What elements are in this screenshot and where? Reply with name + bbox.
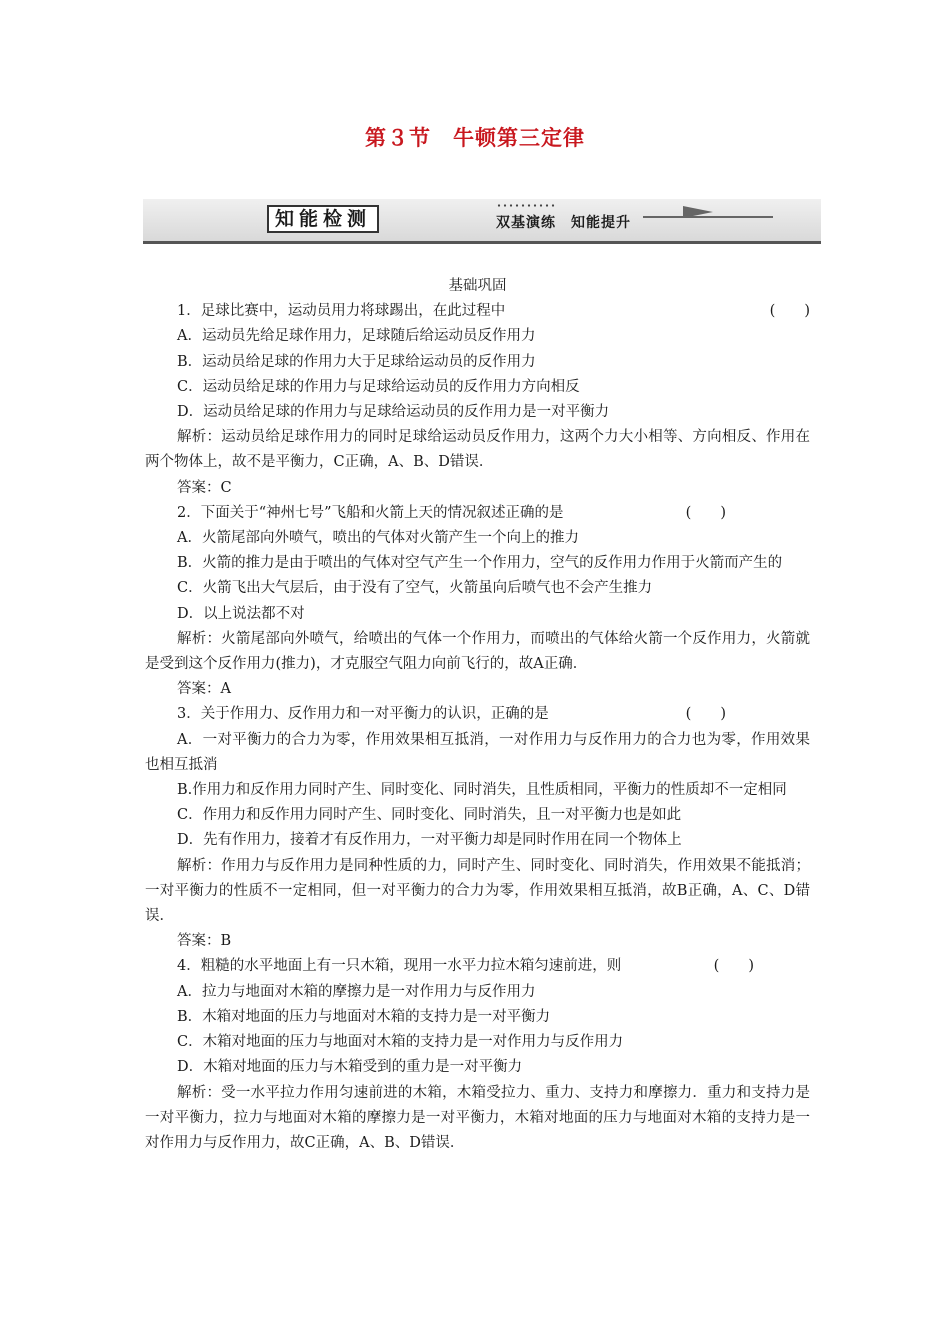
banner-arrow-icon — [683, 206, 713, 218]
option: D．木箱对地面的压力与木箱受到的重力是一对平衡力 — [177, 1059, 523, 1076]
question-stem-text: 2．下面关于“神州七号”飞船和火箭上天的情况叙述正确的是 — [177, 504, 564, 521]
question-stem — [145, 299, 810, 324]
banner-box-label: 知能检测 — [267, 205, 379, 233]
banner-subtitle: 双基演练 知能提升 — [496, 215, 631, 231]
section-heading: 基础巩固 — [448, 278, 507, 294]
analysis: 解析：作用力与反作用力是同种性质的力，同时产生、同时变化、同时消失，作用效果不能抵消；一对平衡力的性质不一定相同，但一对平衡力的合力为零，作用效果相互抵消，故B正确，A、C、D错误． — [145, 857, 810, 925]
question-stem — [145, 702, 810, 727]
option: B．木箱对地面的压力与地面对木箱的支持力是一对平衡力 — [177, 1008, 551, 1025]
option: A．一对平衡力的合力为零，作用效果相互抵消，一对作用力与反作用力的合力也为零，作用效果也相互抵消 — [145, 731, 810, 773]
answer-blank: ( ) — [769, 303, 810, 320]
answer: 答案：B — [177, 933, 232, 950]
option: A．火箭尾部向外喷气，喷出的气体对火箭产生一个向上的推力 — [177, 530, 579, 547]
answer: 答案：A — [177, 681, 231, 698]
answer: 答案：C — [177, 479, 232, 496]
answer-blank: ( ) — [685, 504, 726, 521]
question-stem — [145, 501, 810, 526]
page-title: 第３节 牛顿第三定律 — [365, 126, 585, 150]
option: D．以上说法都不对 — [177, 605, 305, 622]
option: C．作用力和反作用力同时产生、同时变化、同时消失，且一对平衡力也是如此 — [177, 807, 682, 824]
section-banner — [143, 199, 821, 244]
question-2 — [145, 501, 810, 703]
question-4 — [145, 954, 810, 1156]
question-stem — [145, 954, 810, 979]
question-stem-text: 3．关于作用力、反作用力和一对平衡力的认识，正确的是 — [177, 706, 549, 723]
question-3 — [145, 702, 810, 954]
option: A．拉力与地面对木箱的摩擦力是一对作用力与反作用力 — [177, 983, 536, 1000]
question-stem-text: 1．足球比赛中，运动员用力将球踢出，在此过程中 — [177, 303, 506, 320]
question-1 — [145, 299, 810, 501]
option: A．运动员先给足球作用力，足球随后给运动员反作用力 — [177, 328, 536, 345]
option: D．运动员给足球的作用力与足球给运动员的反作用力是一对平衡力 — [177, 404, 610, 421]
analysis: 解析：受一水平拉力作用匀速前进的木箱，木箱受拉力、重力、支持力和摩擦力．重力和支持力是一对平衡力，拉力与地面对木箱的摩擦力是一对平衡力，木箱对地面的压力与地面对木箱的支持力是一对作用力与反作用力，故C正确，A、B、D错误． — [145, 1084, 810, 1151]
option: B．火箭的推力是由于喷出的气体对空气产生一个作用力，空气的反作用力作用于火箭而产生的 — [177, 555, 783, 572]
analysis: 解析：运动员给足球作用力的同时足球给运动员反作用力，这两个力大小相等、方向相反、作用在两个物体上，故不是平衡力，C正确，A、B、D错误． — [145, 429, 810, 471]
option: C．火箭飞出大气层后，由于没有了空气，火箭虽向后喷气也不会产生推力 — [177, 580, 653, 597]
option: C．运动员给足球的作用力与足球给运动员的反作用力方向相反 — [177, 378, 580, 395]
option: B．运动员给足球的作用力大于足球给运动员的反作用力 — [177, 353, 536, 370]
answer-blank: ( ) — [713, 958, 754, 975]
option: B.作用力和反作用力同时产生、同时变化、同时消失，且性质相同，平衡力的性质却不一定相同 — [177, 782, 787, 799]
document-body — [145, 274, 810, 1156]
question-stem-text: 4．粗糙的水平地面上有一只木箱，现用一水平力拉木箱匀速前进，则 — [177, 958, 622, 975]
analysis: 解析：火箭尾部向外喷气，给喷出的气体一个作用力，而喷出的气体给火箭一个反作用力，火箭就是受到这个反作用力(推力)，才克服空气阻力向前飞行的，故A正确． — [145, 630, 810, 673]
banner-dots-decoration — [496, 204, 556, 207]
answer-blank: ( ) — [685, 706, 726, 723]
option: C．木箱对地面的压力与地面对木箱的支持力是一对作用力与反作用力 — [177, 1034, 624, 1051]
option: D．先有作用力，接着才有反作用力，一对平衡力却是同时作用在同一个物体上 — [177, 832, 682, 849]
